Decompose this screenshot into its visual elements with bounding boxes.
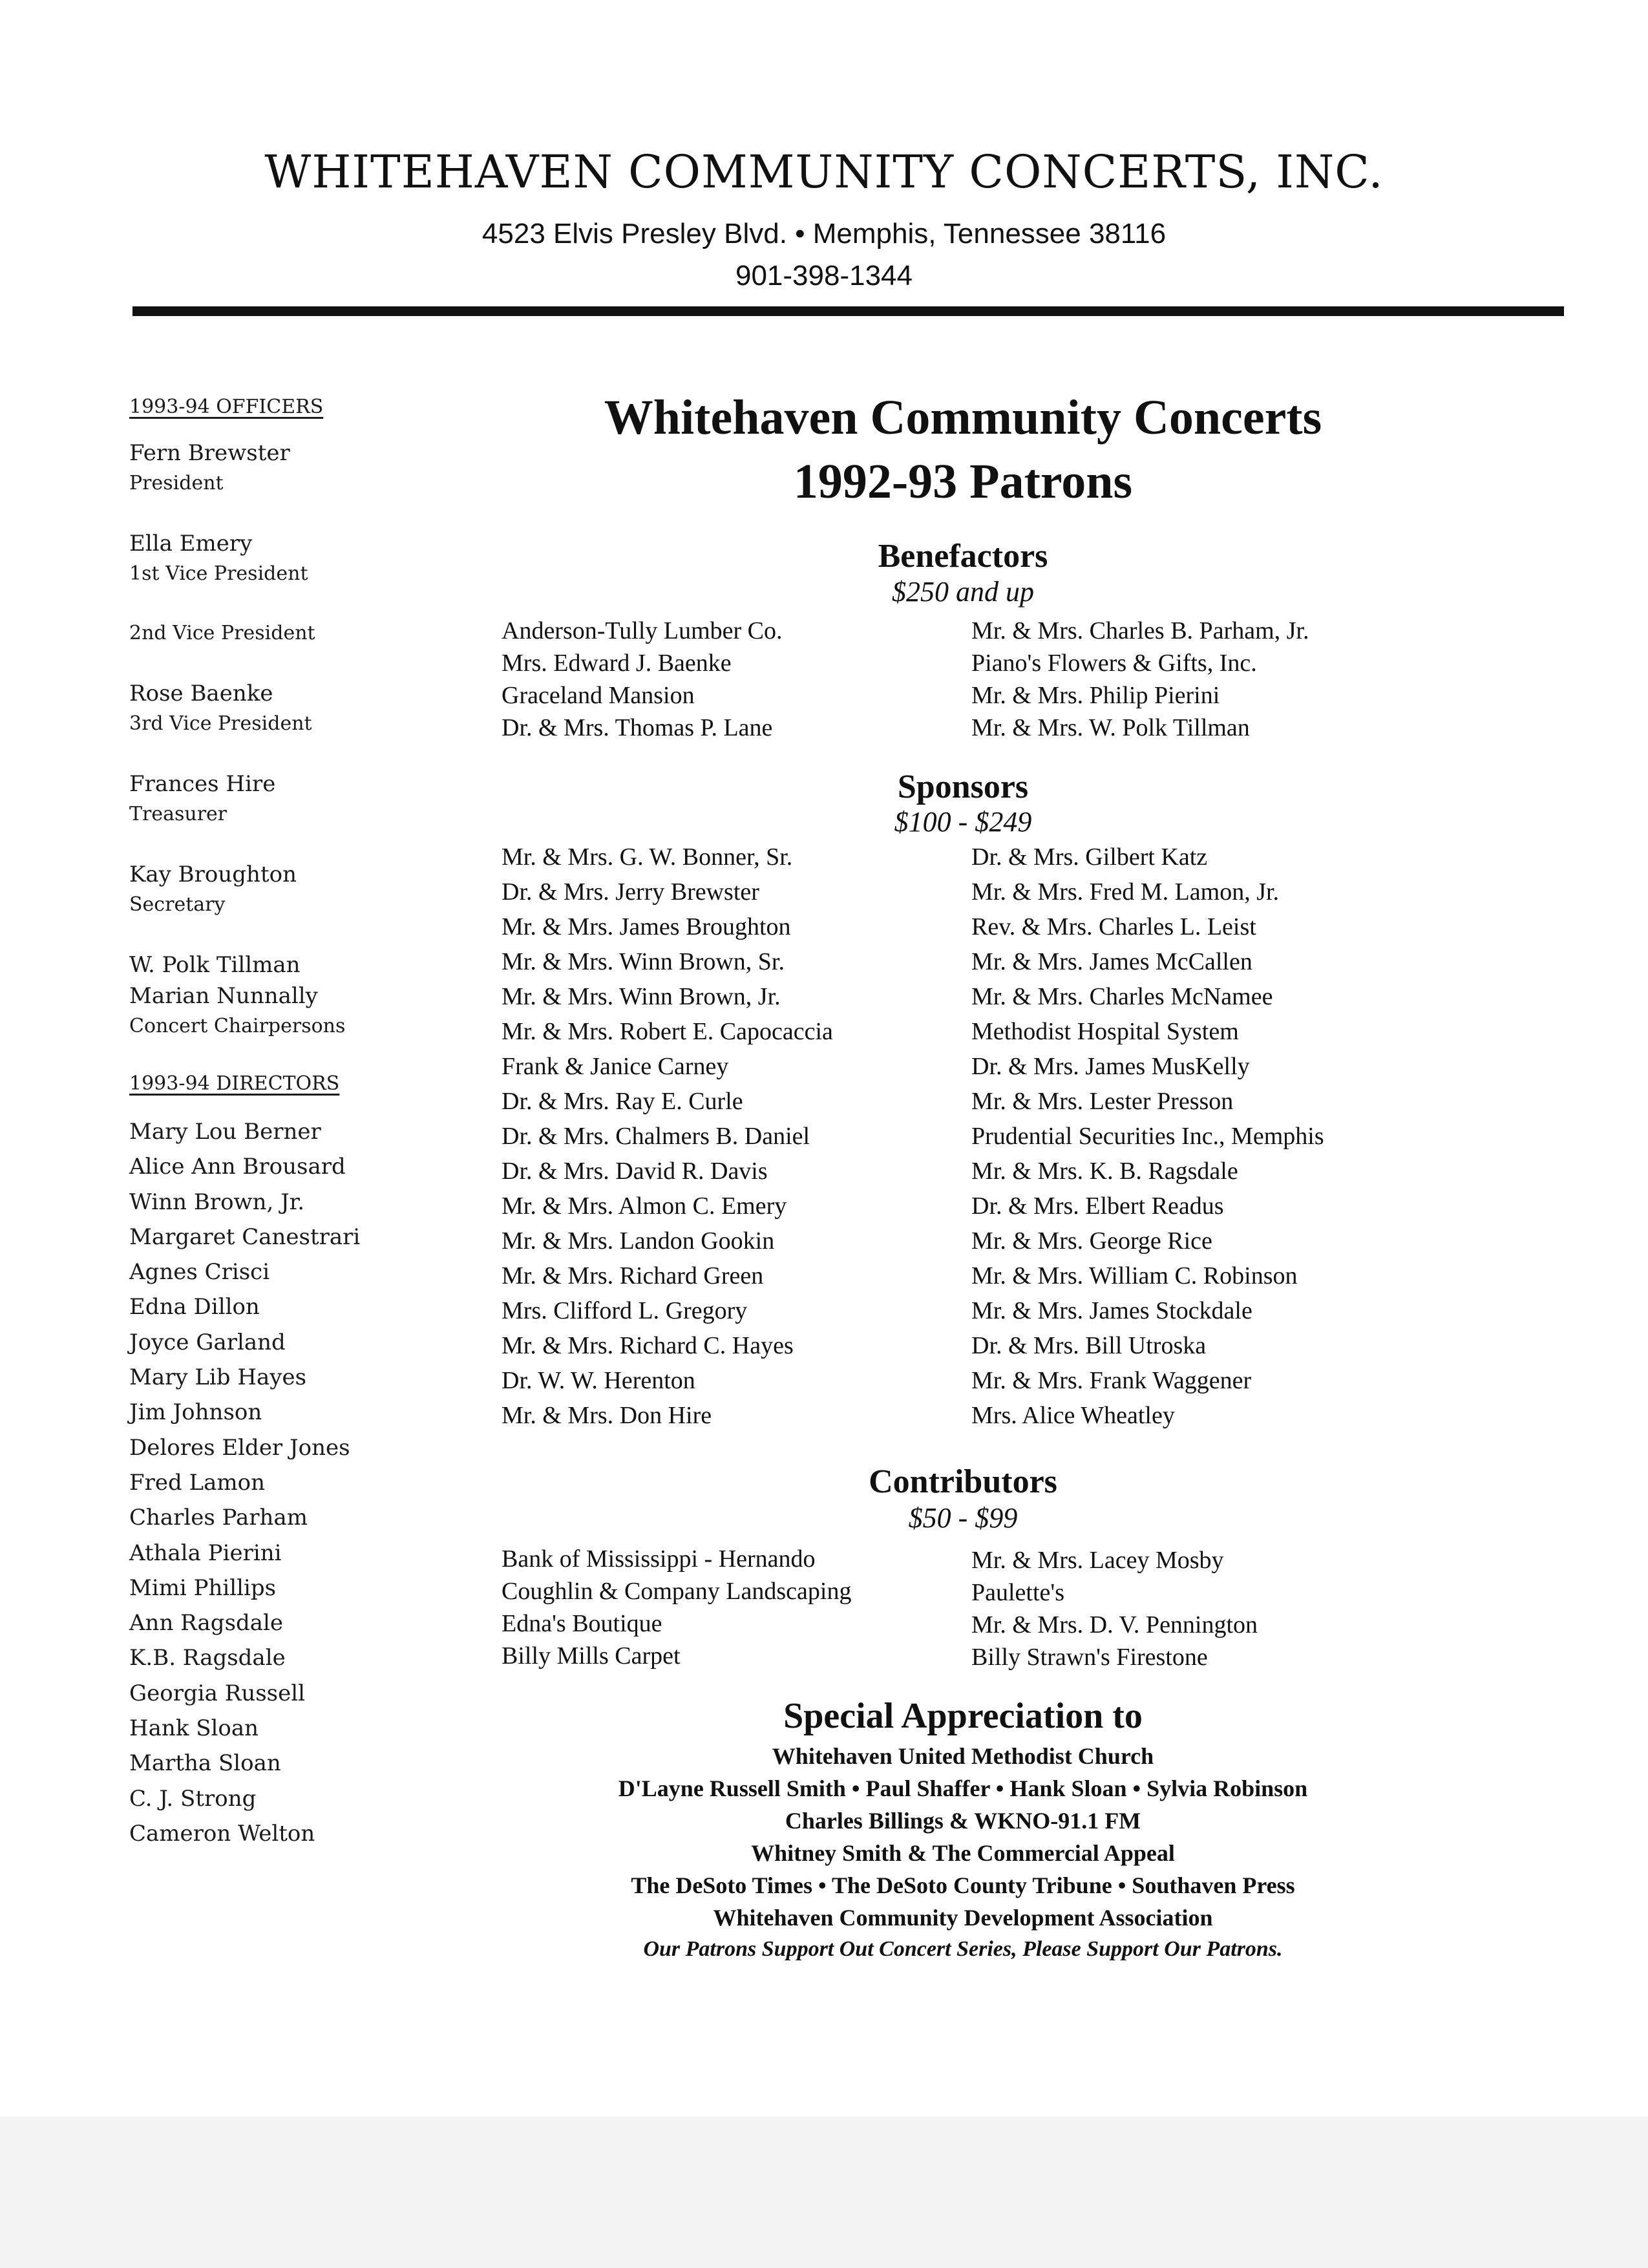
patron-name: Coughlin & Company Landscaping [502, 1578, 852, 1605]
officer-title: Treasurer [129, 803, 227, 825]
officer-name: Rose Baenke [129, 681, 273, 706]
patron-name: Mr. & Mrs. James Broughton [502, 913, 791, 940]
patron-name: Billy Mills Carpet [502, 1642, 681, 1669]
benefactors-left-column [502, 615, 783, 744]
patron-name: Mr. & Mrs. Charles McNamee [971, 983, 1273, 1010]
benefactors-range: $250 and up [892, 576, 1034, 608]
organization-phone: 901-398-1344 [735, 260, 913, 291]
sponsors-range: $100 - $249 [894, 806, 1032, 838]
patron-name: Dr. & Mrs. James MusKelly [971, 1053, 1250, 1080]
officer-entry [129, 678, 427, 739]
director-name: Ann Ragsdale [129, 1610, 284, 1637]
main-subtitle: 1992-93 Patrons [793, 454, 1133, 509]
patron-name: Dr. & Mrs. Thomas P. Lane [502, 714, 773, 741]
directors-heading: 1993-94 DIRECTORS [129, 1072, 340, 1095]
officer-entry [129, 619, 427, 648]
patron-name: Dr. & Mrs. Ray E. Curle [502, 1088, 743, 1115]
patron-name: Mr. & Mrs. Almon C. Emery [502, 1192, 787, 1220]
patron-name: Dr. & Mrs. Bill Utroska [971, 1332, 1207, 1359]
patron-name: Mr. & Mrs. Landon Gookin [502, 1227, 775, 1255]
patron-name: Dr. & Mrs. Chalmers B. Daniel [502, 1123, 810, 1150]
officers-heading: 1993-94 OFFICERS [129, 396, 324, 418]
patron-name: Mr. & Mrs. William C. Robinson [971, 1262, 1298, 1289]
director-name: Mary Lib Hayes [129, 1364, 307, 1391]
director-name: Georgia Russell [129, 1680, 305, 1706]
appreciation-line: The DeSoto Times • The DeSoto County Tribune • Southaven Press [631, 1872, 1295, 1898]
patron-name: Mr. & Mrs. K. B. Ragsdale [971, 1158, 1238, 1185]
patron-name: Mr. & Mrs. Richard Green [502, 1262, 764, 1289]
officer-entry [129, 859, 427, 920]
officer-title: 2nd Vice President [129, 622, 315, 644]
sponsors-heading: Sponsors [897, 768, 1029, 805]
director-name: Mary Lou Berner [129, 1119, 321, 1145]
director-name: Joyce Garland [129, 1329, 286, 1355]
director-name: Mimi Phillips [129, 1574, 277, 1601]
director-name: K.B. Ragsdale [129, 1645, 286, 1671]
patron-name: Mr. & Mrs. G. W. Bonner, Sr. [502, 843, 793, 871]
officer-name: W. Polk Tillman [129, 952, 301, 978]
header-divider [132, 306, 1564, 316]
patron-name: Mrs. Edward J. Baenke [502, 650, 732, 677]
director-name: Charles Parham [129, 1505, 308, 1531]
officer-entry [129, 768, 427, 829]
scan-margin [0, 2117, 1648, 2268]
patron-name: Edna's Boutique [502, 1610, 662, 1637]
contributors-right-column [971, 1544, 1258, 1673]
patron-name: Piano's Flowers & Gifts, Inc. [971, 650, 1257, 677]
director-name: Fred Lamon [129, 1469, 265, 1496]
patron-name: Mr. & Mrs. Don Hire [502, 1402, 712, 1429]
sponsors-right-column [971, 840, 1324, 1433]
benefactors-heading: Benefactors [878, 538, 1048, 575]
patron-name: Mr. & Mrs. Robert E. Capocaccia [502, 1018, 833, 1045]
patron-name: Mr. & Mrs. James Stockdale [971, 1297, 1252, 1324]
appreciation-line: D'Layne Russell Smith • Paul Shaffer • Hank Sloan • Sylvia Robinson [618, 1775, 1308, 1801]
patron-name: Billy Strawn's Firestone [971, 1644, 1208, 1671]
officer-entry [129, 528, 427, 589]
organization-name: WHITEHAVEN COMMUNITY CONCERTS, INC. [264, 145, 1384, 198]
director-name: Margaret Canestrari [129, 1224, 361, 1250]
sponsors-left-column [502, 840, 833, 1433]
director-name: Athala Pierini [129, 1540, 282, 1566]
officer-name: Kay Broughton [129, 862, 297, 887]
officer-name: Frances Hire [129, 771, 276, 797]
officer-entry [129, 438, 427, 498]
officer-title: 3rd Vice President [129, 712, 312, 735]
patron-name: Mr. & Mrs. George Rice [971, 1227, 1212, 1255]
patron-name: Mr. & Mrs. Philip Pierini [971, 682, 1220, 709]
appreciation-line: Charles Billings & WKNO-91.1 FM [785, 1808, 1141, 1834]
director-name: Alice Ann Brousard [129, 1154, 346, 1180]
officer-title: 1st Vice President [129, 562, 308, 585]
patron-name: Mr. & Mrs. Fred M. Lamon, Jr. [971, 878, 1280, 906]
officer-name: Marian Nunnally [129, 983, 318, 1009]
patron-name: Mrs. Clifford L. Gregory [502, 1297, 748, 1324]
director-name: C. J. Strong [129, 1785, 257, 1812]
patron-name: Paulette's [971, 1579, 1065, 1606]
patron-name: Mr. & Mrs. Winn Brown, Sr. [502, 948, 785, 975]
organization-address: 4523 Elvis Presley Blvd. • Memphis, Tennessee 38116 [481, 218, 1167, 249]
patron-name: Anderson-Tully Lumber Co. [502, 617, 783, 644]
directors-list [129, 1114, 427, 1851]
patron-name: Mr. & Mrs. James McCallen [971, 948, 1252, 975]
patron-name: Dr. & Mrs. David R. Davis [502, 1158, 768, 1185]
director-name: Delores Elder Jones [129, 1434, 350, 1461]
patron-name: Dr. & Mrs. Elbert Readus [971, 1192, 1224, 1220]
contributors-range: $50 - $99 [908, 1502, 1018, 1534]
patron-name: Rev. & Mrs. Charles L. Leist [971, 913, 1256, 940]
director-name: Winn Brown, Jr. [129, 1189, 305, 1215]
patron-name: Methodist Hospital System [971, 1018, 1239, 1045]
appreciation-heading: Special Appreciation to [783, 1696, 1143, 1736]
director-name: Jim Johnson [129, 1399, 262, 1426]
director-name: Edna Dillon [129, 1294, 260, 1320]
director-name: Hank Sloan [129, 1715, 259, 1742]
officer-name: Fern Brewster [129, 440, 290, 466]
patron-name: Mr. & Mrs. Winn Brown, Jr. [502, 983, 781, 1010]
patron-name: Mr. & Mrs. Richard C. Hayes [502, 1332, 794, 1359]
patron-name: Mr. & Mrs. D. V. Pennington [971, 1611, 1258, 1638]
patron-name: Mr. & Mrs. Lacey Mosby [971, 1547, 1224, 1574]
officer-name: Ella Emery [129, 531, 253, 556]
patron-name: Mr. & Mrs. Charles B. Parham, Jr. [971, 617, 1309, 644]
officer-title: President [129, 472, 224, 494]
main-title: Whitehaven Community Concerts [604, 390, 1322, 445]
patron-slogan: Our Patrons Support Out Concert Series, Please Support Our Patrons. [643, 1937, 1283, 1961]
benefactors-right-column [971, 615, 1309, 744]
patron-name: Graceland Mansion [502, 682, 695, 709]
officer-entry [129, 949, 427, 1041]
director-name: Martha Sloan [129, 1750, 281, 1777]
director-name: Agnes Crisci [129, 1259, 270, 1286]
patron-name: Dr. & Mrs. Jerry Brewster [502, 878, 759, 906]
contributors-left-column [502, 1543, 851, 1672]
patron-name: Prudential Securities Inc., Memphis [971, 1123, 1324, 1150]
patron-name: Mrs. Alice Wheatley [971, 1402, 1175, 1429]
officer-title: Concert Chairpersons [129, 1015, 346, 1037]
director-name: Cameron Welton [129, 1820, 315, 1847]
appreciation-line: Whitehaven Community Development Association [713, 1905, 1213, 1931]
patron-name: Bank of Mississippi - Hernando [502, 1545, 816, 1573]
contributors-heading: Contributors [869, 1463, 1057, 1500]
patron-name: Mr. & Mrs. Lester Presson [971, 1088, 1234, 1115]
patron-name: Dr. W. W. Herenton [502, 1367, 695, 1394]
officers-sidebar [129, 396, 427, 1851]
patron-name: Mr. & Mrs. W. Polk Tillman [971, 714, 1250, 741]
appreciation-line: Whitney Smith & The Commercial Appeal [751, 1840, 1175, 1866]
officer-title: Secretary [129, 893, 226, 916]
patron-name: Dr. & Mrs. Gilbert Katz [971, 843, 1208, 871]
patron-name: Frank & Janice Carney [502, 1053, 729, 1080]
patron-name: Mr. & Mrs. Frank Waggener [971, 1367, 1252, 1394]
appreciation-line: Whitehaven United Methodist Church [772, 1743, 1154, 1769]
